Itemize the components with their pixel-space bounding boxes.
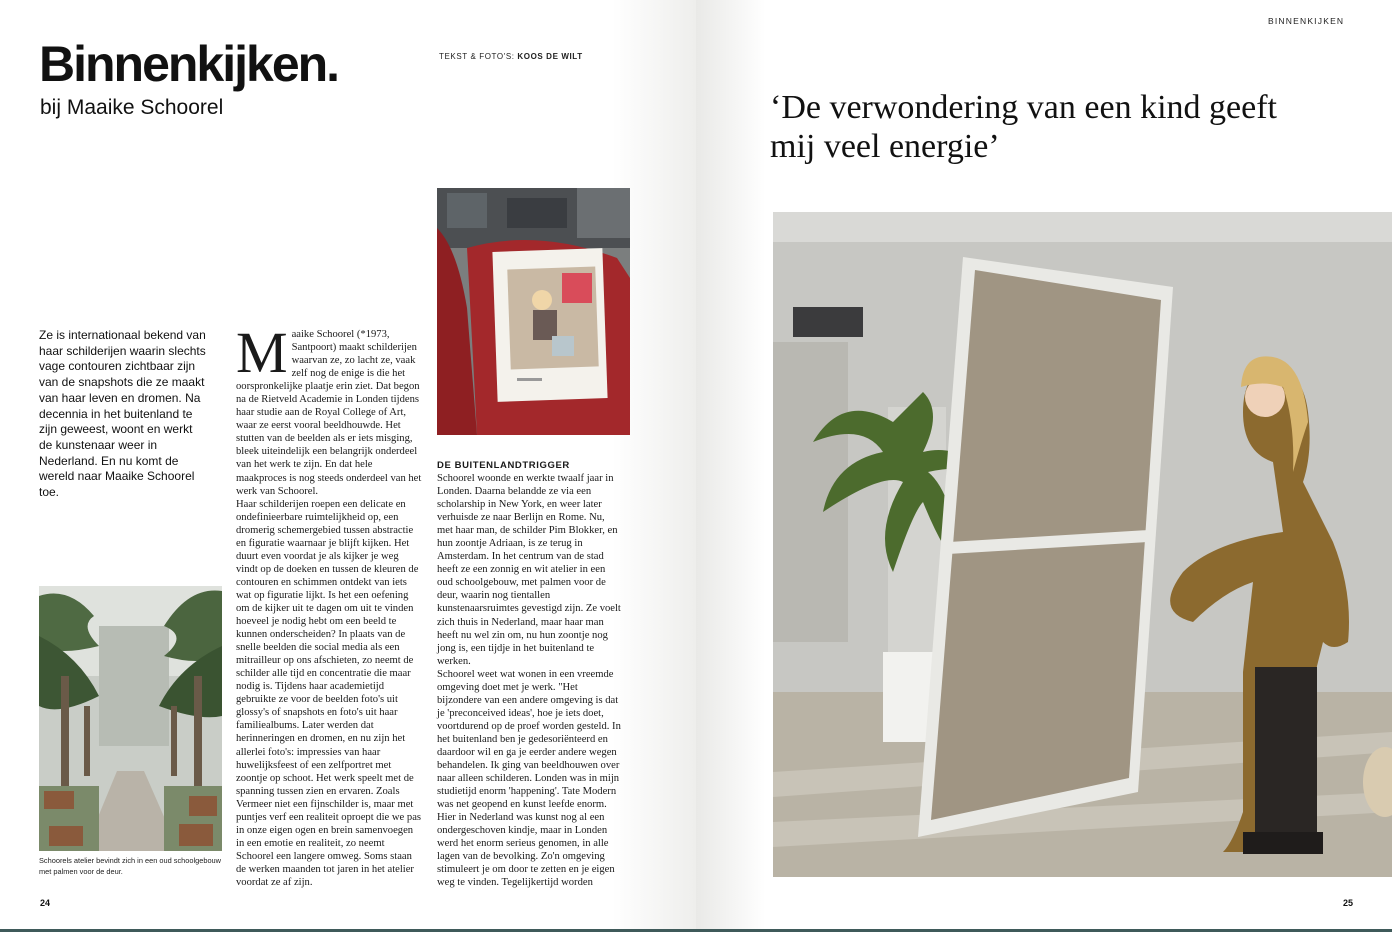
studio-image (773, 212, 1392, 877)
article-column-2 (437, 459, 623, 890)
chair-print-image (437, 188, 630, 435)
page-number-right: 25 (1343, 898, 1354, 908)
photo-chair-print (437, 188, 630, 435)
drop-cap: M (236, 320, 288, 385)
intro-text: Ze is internationaal bekend van haar schilderijen waarin slechts vage contouren zichtbaar zijn van de snapshots die ze maakt van haar leven en dromen. Na decennia in het buitenland te zijn geweest, woont en werkt de kunstenaar weer in Nederland. En nu komt de wereld naar Maaike Schoorel toe. (39, 328, 206, 500)
photo-courtyard (39, 586, 222, 851)
article-paragraph: Schoorel weet wat wonen in een vreemde omgeving doet met je werk. "Het bijzondere van een andere omgeving is dat je 'preconceived ideas', hoe je iets doet, voortdurend op de proef worden gesteld. In het buitenland ben je gedesoriënteerd en daardoor wil en ga je eerder andere wegen behandelen. Ik ging van beeldhouwen over naar alleen schilderen. Londen was in mijn studietijd enorm 'happening'. Tate Modern was net geopend en kunst leefde enorm. Hier in Nederland was kunst nog al een ondergeschoven kindje, maar in Londen werd het enorm serieus genomen, in alle lagen van de bevolking. Zo'n omgeving stimuleert je om door te zetten en je eigen weg te vinden. Tegelijkertijd worden (437, 668, 621, 889)
photo-studio (773, 212, 1392, 877)
article-paragraph: Haar schilderijen roepen een delicate en ondefinieerbare ruimtelijkheid op, een dromerig schemergebied tussen abstractie en figuratie waarnaar je blijft kijken. Het duurt even voordat je als kijker je weg vindt op de doeken en tussen de kleuren de contouren en schimmen ontdekt van iets wat op figuratie lijkt. Is het een oefening om de kijker uit te dagen om uit te vinden hoeveel je nodig hebt om een beeld te kunnen onderscheiden? In plaats van de snelle beelden die social media als een mitrailleur op ons afschieten, zo neemt de schilder alle tijd en concentratie die maar nodig is. Tijdens haar academietijd gebruikte ze voor de beelden foto's uit glossy's of snapshots en foto's uit haar familiealbums. Later werden dat herinneringen en dromen, en nu zijn het allerlei foto's: impressies van haar huwelijksfeest of een zelfportret met zoontje op schoot. Het werk speelt met de spanning tussen zien en ervaren. Zoals Vermeer niet een fijnschilder is, maar met puntjes verf een realiteit oproept die we pas in onze eigen ogen en brein samenvoegen in een emotie en realiteit, zo neemt Schoorel een langere omweg. Soms staan de werken maanden tot jaren in het atelier voordat ze af zijn. (236, 498, 422, 888)
pull-quote: ‘De verwondering van een kind geeft mij veel energie’ (770, 89, 1277, 165)
running-head: BINNENKIJKEN (1268, 16, 1345, 26)
section-heading: DE BUITENLANDTRIGGER (437, 460, 570, 471)
article-paragraph: Schoorel woonde en werkte twaalf jaar in Londen. Daarna belandde ze via een scholarship in New York, en weer later verhuisde ze naar Berlijn en Rome. Nu, met haar man, de schilder Pim Blokker, en hun zoontje Adriaan, is ze terug in Amsterdam. In het centrum van de stad heeft ze een zonnig en wit atelier in een oud schoolgebouw, met palmen voor de deur, waarin nog tientallen kunstenaarsruimtes gevestigd zijn. Ze voelt zich thuis in Nederland, maar haar man heeft nu wel zin om, nu hun zoontje nog jong is, een tijdje in het buitenland te werken. (437, 473, 621, 667)
article-column-1 (236, 320, 422, 889)
page-number-left: 24 (40, 898, 51, 908)
article-paragraph: aaike Schoorel (*1973, Santpoort) maakt schilderijen waarvan ze, zo lacht ze, vaak zelf nog de enige is die het oorspronkelijke plaatje erin ziet. Dat begon na de Rietveld Academie in Londen tijdens haar studie aan de Royal College of Art, waar ze eerst vooral beeldhouwde. Het stutten van de beelden als er iets misging, bleek uiteindelijk een belangrijk onderdeel van het werk te zijn. En dat hele maakproces is nog steeds onderdeel van het werk van Schoorel. (236, 329, 422, 497)
credit-name: KOOS DE WILT (517, 52, 583, 61)
courtyard-image (39, 586, 222, 851)
photo-caption: Schoorels atelier bevindt zich in een oud schoolgebouw met palmen voor de deur. (39, 856, 222, 876)
page-title: Binnenkijken. (39, 36, 339, 92)
page-subtitle: bij Maaike Schoorel (40, 96, 224, 119)
credit-prefix: TEKST & FOTO'S: (439, 52, 515, 61)
credit-line (439, 52, 583, 61)
